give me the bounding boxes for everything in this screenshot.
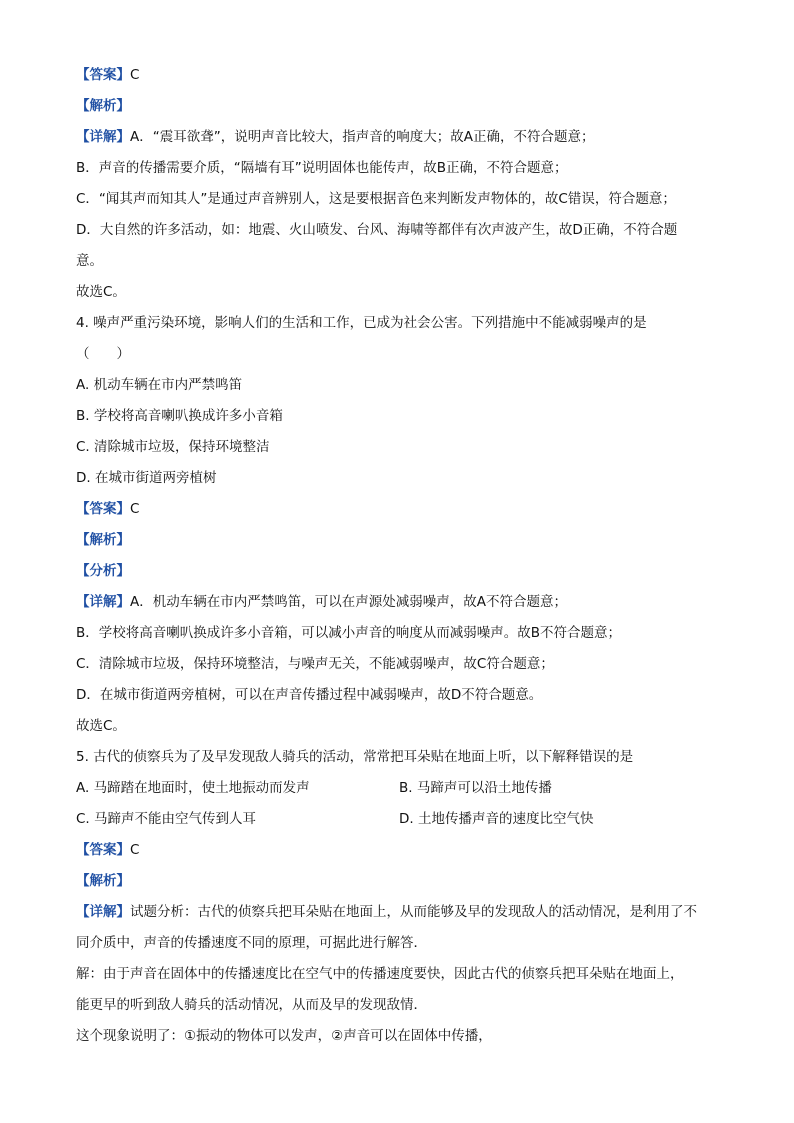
q5-analysis-line	[76, 866, 726, 897]
detail-tag: 【详解】	[76, 904, 130, 920]
q4-detail-line-2: B．学校将高音喇叭换成许多小音箱，可以减小声音的响度从而减弱噪声。故B不符合题意；	[76, 625, 622, 641]
q5-detail-line-2: 同介质中，声音的传播速度不同的原理，可据此进行解答．	[76, 935, 427, 951]
detail-text: A．“震耳欲聋”，说明声音比较大，指声音的响度大；故A正确，不符合题意；	[130, 129, 595, 145]
q5-detail-line-3: 解：由于声音在固体中的传播速度比在空气中的传播速度要快，因此古代的侦察兵把耳朵贴在地面上，	[76, 966, 684, 982]
q5-option-c: C. 马蹄声不能由空气传到人耳	[76, 811, 257, 827]
answer-value: C	[130, 67, 140, 83]
answer-value: C	[130, 842, 140, 858]
q5-detail-line-1	[76, 897, 726, 928]
q3-detail-line-5: 意。	[76, 253, 103, 269]
fenxi-tag: 【分析】	[76, 563, 130, 579]
q3-analysis-line	[76, 91, 726, 122]
q5-detail-line-5: 这个现象说明了：①振动的物体可以发声，②声音可以在固体中传播，	[76, 1028, 492, 1044]
q5-detail-line-4: 能更早的听到敌人骑兵的活动情况，从而及早的发现敌情．	[76, 997, 427, 1013]
q4-analysis-line	[76, 525, 726, 556]
q3-detail-line-2: B．声音的传播需要介质，“隔墙有耳”说明固体也能传声，故B正确，不符合题意；	[76, 160, 568, 176]
document-page	[76, 60, 726, 1052]
answer-tag: 【答案】	[76, 842, 130, 858]
detail-text: A．机动车辆在市内严禁鸣笛，可以在声源处减弱噪声，故A不符合题意；	[130, 594, 567, 610]
q4-fenxi-line	[76, 556, 726, 587]
q4-detail-line-1	[76, 587, 726, 618]
detail-tag: 【详解】	[76, 594, 130, 610]
analysis-tag: 【解析】	[76, 873, 130, 889]
q4-conclusion: 故选C。	[76, 718, 126, 734]
q5-options-row-1	[76, 773, 726, 804]
q4-stem: 4. 噪声严重污染环境，影响人们的生活和工作，已成为社会公害。下列措施中不能减弱噪声的是	[76, 315, 647, 331]
q4-detail-line-4: D．在城市街道两旁植树，可以在声音传播过程中减弱噪声，故D不符合题意。	[76, 687, 543, 703]
q4-option-b: B. 学校将高音喇叭换成许多小音箱	[76, 408, 283, 424]
answer-value: C	[130, 501, 140, 517]
q3-answer-line	[76, 60, 726, 91]
q5-answer-line	[76, 835, 726, 866]
analysis-tag: 【解析】	[76, 98, 130, 114]
q4-option-a: A. 机动车辆在市内严禁鸣笛	[76, 377, 243, 393]
q5-option-b: B. 马蹄声可以沿土地传播	[399, 780, 552, 796]
q4-option-d: D. 在城市街道两旁植树	[76, 470, 217, 486]
q3-conclusion: 故选C。	[76, 284, 126, 300]
answer-tag: 【答案】	[76, 67, 130, 83]
q5-stem: 5. 古代的侦察兵为了及早发现敌人骑兵的活动，常常把耳朵贴在地面上听，以下解释错误的是	[76, 749, 634, 765]
q3-detail-line-4: D．大自然的许多活动，如：地震、火山喷发、台风、海啸等都伴有次声波产生，故D正确，不符合题	[76, 222, 678, 238]
detail-tag: 【详解】	[76, 129, 130, 145]
answer-tag: 【答案】	[76, 501, 130, 517]
q5-option-d: D. 土地传播声音的速度比空气快	[399, 811, 594, 827]
q4-answer-line	[76, 494, 726, 525]
detail-text: 试题分析：古代的侦察兵把耳朵贴在地面上，从而能够及早的发现敌人的活动情况，是利用了不	[130, 904, 697, 920]
q4-blank: （ ）	[76, 346, 130, 362]
q4-option-c: C. 清除城市垃圾，保持环境整洁	[76, 439, 270, 455]
analysis-tag: 【解析】	[76, 532, 130, 548]
q3-detail-line-3: C．“闻其声而知其人”是通过声音辨别人，这是要根据音色来判断发声物体的，故C错误，符合题意；	[76, 191, 676, 207]
q4-detail-line-3: C．清除城市垃圾，保持环境整洁，与噪声无关，不能减弱噪声，故C符合题意；	[76, 656, 554, 672]
q5-option-a: A. 马蹄踏在地面时，使土地振动而发声	[76, 780, 310, 796]
q3-detail-line-1	[76, 122, 726, 153]
q5-options-row-2	[76, 804, 726, 835]
